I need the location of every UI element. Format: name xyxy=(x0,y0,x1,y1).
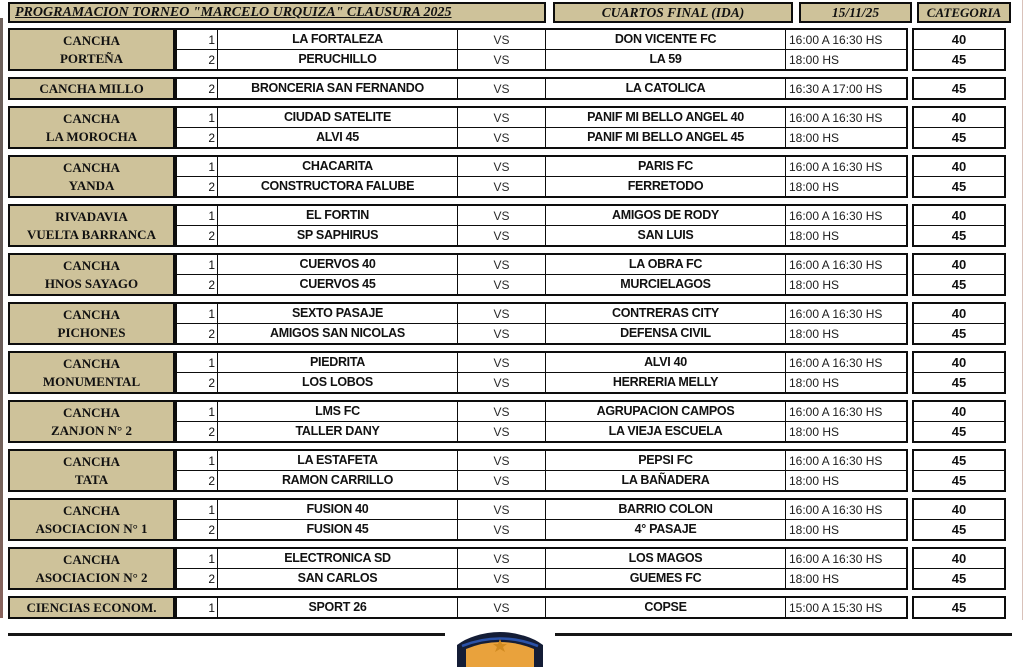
venue-name xyxy=(8,77,175,100)
venue-line: CANCHA xyxy=(62,551,121,567)
category-value: 45 xyxy=(914,519,1004,539)
match-number: 1 xyxy=(208,404,215,419)
venue-line: CANCHA xyxy=(62,159,121,175)
match-row xyxy=(177,470,906,490)
match-number: 1 xyxy=(208,32,215,47)
category-box xyxy=(912,77,1006,100)
home-team: PIEDRITA xyxy=(217,353,457,372)
home-team: LA ESTAFETA xyxy=(217,451,457,470)
vs-label: VS xyxy=(457,353,545,372)
venue-line: ZANJON N° 2 xyxy=(50,423,133,439)
venue-line: YANDA xyxy=(68,178,115,194)
match-time: 16:00 A 16:30 HS xyxy=(785,500,906,519)
vs-label: VS xyxy=(457,569,545,588)
match-rows xyxy=(175,253,908,296)
match-rows xyxy=(175,498,908,541)
vs-label: VS xyxy=(457,226,545,245)
away-team: LA 59 xyxy=(545,50,785,69)
match-row xyxy=(177,519,906,539)
venue-block xyxy=(8,77,1024,100)
match-time: 18:00 HS xyxy=(785,128,906,147)
venue-line: CANCHA xyxy=(62,453,121,469)
away-team: DON VICENTE FC xyxy=(545,30,785,49)
footer-rule-left xyxy=(8,633,445,636)
vs-label: VS xyxy=(457,324,545,343)
match-number: 2 xyxy=(208,228,215,243)
match-number: 2 xyxy=(208,277,215,292)
category-value: 45 xyxy=(914,127,1004,147)
venue-name xyxy=(8,28,175,71)
venue-name xyxy=(8,351,175,394)
match-number: 2 xyxy=(208,81,215,96)
home-team: FUSION 40 xyxy=(217,500,457,519)
home-team: RAMON CARRILLO xyxy=(217,471,457,490)
match-number: 1 xyxy=(208,257,215,272)
home-team: PERUCHILLO xyxy=(217,50,457,69)
match-number: 2 xyxy=(208,424,215,439)
match-time: 18:00 HS xyxy=(785,324,906,343)
match-time: 16:00 A 16:30 HS xyxy=(785,206,906,225)
match-row xyxy=(177,549,906,568)
vs-label: VS xyxy=(457,471,545,490)
match-number: 1 xyxy=(208,551,215,566)
home-team: SPORT 26 xyxy=(217,598,457,617)
match-row xyxy=(177,206,906,225)
away-team: FERRETODO xyxy=(545,177,785,196)
match-row xyxy=(177,304,906,323)
category-value: 40 xyxy=(951,404,967,419)
away-team: HERRERIA MELLY xyxy=(545,373,785,392)
match-row xyxy=(177,176,906,196)
away-team: BARRIO COLON xyxy=(545,500,785,519)
vs-label: VS xyxy=(457,598,545,617)
venue-block xyxy=(8,106,1024,149)
page-title-text: PROGRAMACION TORNEO "MARCELO URQUIZA" CLAUSURA 2025 xyxy=(15,4,452,20)
home-team: ALVI 45 xyxy=(217,128,457,147)
venue-block xyxy=(8,351,1024,394)
category-box xyxy=(912,253,1006,296)
table-header xyxy=(8,2,1024,23)
category-value: 45 xyxy=(951,600,967,615)
match-time: 16:00 A 16:30 HS xyxy=(785,451,906,470)
match-rows xyxy=(175,77,908,100)
match-number: 2 xyxy=(208,522,215,537)
match-row xyxy=(177,568,906,588)
match-number: 1 xyxy=(208,306,215,321)
match-time: 18:00 HS xyxy=(785,226,906,245)
away-team: COPSE xyxy=(545,598,785,617)
vs-label: VS xyxy=(457,304,545,323)
home-team: CHACARITA xyxy=(217,157,457,176)
match-rows xyxy=(175,400,908,443)
match-row xyxy=(177,353,906,372)
match-number: 2 xyxy=(208,52,215,67)
match-time: 16:00 A 16:30 HS xyxy=(785,108,906,127)
venue-line: VUELTA BARRANCA xyxy=(27,227,156,243)
venue-line: CANCHA xyxy=(62,355,121,371)
match-row xyxy=(177,421,906,441)
match-row xyxy=(177,402,906,421)
venue-block xyxy=(8,302,1024,345)
venue-line: CIENCIAS ECONOM. xyxy=(26,600,157,615)
category-box xyxy=(912,596,1006,619)
away-team: DEFENSA CIVIL xyxy=(545,324,785,343)
category-value: 45 xyxy=(914,274,1004,294)
venue-block xyxy=(8,400,1024,443)
category-value: 40 xyxy=(951,159,967,174)
match-rows xyxy=(175,106,908,149)
match-number: 1 xyxy=(208,159,215,174)
vs-label: VS xyxy=(457,206,545,225)
venue-block xyxy=(8,596,1024,619)
category-value: 45 xyxy=(914,568,1004,588)
category-value: 45 xyxy=(914,372,1004,392)
match-row xyxy=(177,274,906,294)
vs-label: VS xyxy=(457,177,545,196)
match-row xyxy=(177,323,906,343)
category-value: 40 xyxy=(951,502,967,517)
match-number: 1 xyxy=(208,355,215,370)
home-team: LA FORTALEZA xyxy=(217,30,457,49)
match-row xyxy=(177,30,906,49)
match-rows xyxy=(175,204,908,247)
away-team: AGRUPACION CAMPOS xyxy=(545,402,785,421)
match-time: 18:00 HS xyxy=(785,50,906,69)
category-value: 45 xyxy=(951,453,967,468)
away-team: ALVI 40 xyxy=(545,353,785,372)
match-number: 1 xyxy=(208,453,215,468)
match-rows xyxy=(175,351,908,394)
venue-block xyxy=(8,155,1024,198)
match-time: 16:00 A 16:30 HS xyxy=(785,255,906,274)
venue-line: MONUMENTAL xyxy=(42,374,141,390)
away-team: LA VIEJA ESCUELA xyxy=(545,422,785,441)
category-value: 45 xyxy=(914,323,1004,343)
category-box xyxy=(912,351,1006,394)
venue-name xyxy=(8,449,175,492)
venue-line: PICHONES xyxy=(57,325,126,341)
match-rows xyxy=(175,596,908,619)
match-time: 16:00 A 16:30 HS xyxy=(785,549,906,568)
match-time: 18:00 HS xyxy=(785,373,906,392)
club-crest-icon xyxy=(455,627,545,667)
away-team: SAN LUIS xyxy=(545,226,785,245)
vs-label: VS xyxy=(457,520,545,539)
category-value: 45 xyxy=(914,225,1004,245)
home-team: SP SAPHIRUS xyxy=(217,226,457,245)
home-team: CUERVOS 40 xyxy=(217,255,457,274)
match-time: 16:00 A 16:30 HS xyxy=(785,353,906,372)
match-rows xyxy=(175,155,908,198)
match-number: 2 xyxy=(208,571,215,586)
match-row xyxy=(177,451,906,470)
venue-line: ASOCIACION N° 2 xyxy=(35,570,148,586)
home-team: ELECTRONICA SD xyxy=(217,549,457,568)
venue-name xyxy=(8,400,175,443)
home-team: CONSTRUCTORA FALUBE xyxy=(217,177,457,196)
match-time: 16:30 A 17:00 HS xyxy=(785,79,906,98)
category-box xyxy=(912,28,1006,71)
page-footer xyxy=(8,625,1012,655)
away-team: LA OBRA FC xyxy=(545,255,785,274)
match-row xyxy=(177,225,906,245)
home-team: EL FORTIN xyxy=(217,206,457,225)
category-value: 40 xyxy=(951,306,967,321)
home-team: BRONCERIA SAN FERNANDO xyxy=(217,79,457,98)
category-header: CATEGORIA xyxy=(917,2,1011,23)
venue-name xyxy=(8,106,175,149)
home-team: SEXTO PASAJE xyxy=(217,304,457,323)
match-time: 18:00 HS xyxy=(785,471,906,490)
home-team: SAN CARLOS xyxy=(217,569,457,588)
category-box xyxy=(912,547,1006,590)
vs-label: VS xyxy=(457,373,545,392)
match-number: 1 xyxy=(208,208,215,223)
home-team: TALLER DANY xyxy=(217,422,457,441)
category-value: 45 xyxy=(914,421,1004,441)
category-value: 40 xyxy=(951,257,967,272)
category-value: 45 xyxy=(914,49,1004,69)
away-team: LA CATOLICA xyxy=(545,79,785,98)
match-time: 18:00 HS xyxy=(785,422,906,441)
match-number: 2 xyxy=(208,473,215,488)
venue-name xyxy=(8,498,175,541)
venue-block xyxy=(8,28,1024,71)
venue-block xyxy=(8,498,1024,541)
category-box xyxy=(912,400,1006,443)
away-team: LA BAÑADERA xyxy=(545,471,785,490)
match-row xyxy=(177,108,906,127)
match-row xyxy=(177,49,906,69)
venue-line: LA MOROCHA xyxy=(45,129,138,145)
home-team: LOS LOBOS xyxy=(217,373,457,392)
match-time: 15:00 A 15:30 HS xyxy=(785,598,906,617)
away-team: CONTRERAS CITY xyxy=(545,304,785,323)
venue-line: TATA xyxy=(74,472,109,488)
away-team: MURCIELAGOS xyxy=(545,275,785,294)
match-number: 1 xyxy=(208,600,215,615)
category-box xyxy=(912,155,1006,198)
venue-line: CANCHA MILLO xyxy=(39,81,144,96)
match-date: 15/11/25 xyxy=(799,2,912,23)
match-number: 2 xyxy=(208,130,215,145)
category-value: 40 xyxy=(951,32,967,47)
match-time: 16:00 A 16:30 HS xyxy=(785,157,906,176)
away-team: 4° PASAJE xyxy=(545,520,785,539)
match-number: 1 xyxy=(208,502,215,517)
venue-line: CANCHA xyxy=(62,306,121,322)
vs-label: VS xyxy=(457,549,545,568)
category-value: 40 xyxy=(951,355,967,370)
match-number: 2 xyxy=(208,326,215,341)
venue-line: CANCHA xyxy=(62,404,121,420)
match-time: 16:00 A 16:30 HS xyxy=(785,304,906,323)
match-row xyxy=(177,79,906,98)
venue-line: ASOCIACION N° 1 xyxy=(35,521,148,537)
vs-label: VS xyxy=(457,30,545,49)
venue-block xyxy=(8,547,1024,590)
category-value: 45 xyxy=(951,81,967,96)
home-team: CUERVOS 45 xyxy=(217,275,457,294)
venue-name xyxy=(8,547,175,590)
away-team: AMIGOS DE RODY xyxy=(545,206,785,225)
away-team: PARIS FC xyxy=(545,157,785,176)
home-team: CIUDAD SATELITE xyxy=(217,108,457,127)
venue-line: PORTEÑA xyxy=(59,51,124,67)
page-title xyxy=(8,2,546,23)
match-rows xyxy=(175,28,908,71)
venue-name xyxy=(8,253,175,296)
match-row xyxy=(177,372,906,392)
home-team: LMS FC xyxy=(217,402,457,421)
away-team: LOS MAGOS xyxy=(545,549,785,568)
match-number: 1 xyxy=(208,110,215,125)
match-time: 18:00 HS xyxy=(785,520,906,539)
vs-label: VS xyxy=(457,402,545,421)
match-time: 16:00 A 16:30 HS xyxy=(785,402,906,421)
stage-title: CUARTOS FINAL (IDA) xyxy=(553,2,793,23)
match-row xyxy=(177,598,906,617)
venue-name xyxy=(8,204,175,247)
venue-line: CANCHA xyxy=(62,257,121,273)
away-team: GUEMES FC xyxy=(545,569,785,588)
vs-label: VS xyxy=(457,275,545,294)
vs-label: VS xyxy=(457,50,545,69)
match-row xyxy=(177,157,906,176)
vs-label: VS xyxy=(457,79,545,98)
venue-block xyxy=(8,253,1024,296)
venue-name xyxy=(8,155,175,198)
category-value: 45 xyxy=(914,176,1004,196)
away-team: PEPSI FC xyxy=(545,451,785,470)
vs-label: VS xyxy=(457,422,545,441)
venue-line: CANCHA xyxy=(62,110,121,126)
match-time: 18:00 HS xyxy=(785,275,906,294)
match-row xyxy=(177,255,906,274)
match-number: 2 xyxy=(208,179,215,194)
venue-line: CANCHA xyxy=(62,502,121,518)
venue-line: HNOS SAYAGO xyxy=(44,276,139,292)
match-time: 16:00 A 16:30 HS xyxy=(785,30,906,49)
vs-label: VS xyxy=(457,157,545,176)
category-box xyxy=(912,204,1006,247)
venue-line: CANCHA xyxy=(62,32,121,48)
category-box xyxy=(912,106,1006,149)
venue-block xyxy=(8,204,1024,247)
vs-label: VS xyxy=(457,255,545,274)
match-time: 18:00 HS xyxy=(785,569,906,588)
home-team: AMIGOS SAN NICOLAS xyxy=(217,324,457,343)
category-box xyxy=(912,449,1006,492)
home-team: FUSION 45 xyxy=(217,520,457,539)
match-number: 2 xyxy=(208,375,215,390)
vs-label: VS xyxy=(457,500,545,519)
venue-name xyxy=(8,596,175,619)
category-value: 40 xyxy=(951,208,967,223)
scan-edge-left xyxy=(0,18,3,618)
match-rows xyxy=(175,302,908,345)
venue-name xyxy=(8,302,175,345)
vs-label: VS xyxy=(457,451,545,470)
category-value: 40 xyxy=(951,551,967,566)
match-rows xyxy=(175,449,908,492)
venue-block xyxy=(8,449,1024,492)
venue-line: RIVADAVIA xyxy=(55,208,128,224)
away-team: PANIF MI BELLO ANGEL 40 xyxy=(545,108,785,127)
vs-label: VS xyxy=(457,108,545,127)
scan-edge-right xyxy=(1022,0,1023,620)
match-row xyxy=(177,127,906,147)
match-rows xyxy=(175,547,908,590)
footer-rule-right xyxy=(555,633,1012,636)
match-time: 18:00 HS xyxy=(785,177,906,196)
category-value: 45 xyxy=(914,470,1004,490)
category-box xyxy=(912,302,1006,345)
away-team: PANIF MI BELLO ANGEL 45 xyxy=(545,128,785,147)
vs-label: VS xyxy=(457,128,545,147)
schedule-table xyxy=(0,28,1024,619)
match-row xyxy=(177,500,906,519)
category-value: 40 xyxy=(951,110,967,125)
category-box xyxy=(912,498,1006,541)
